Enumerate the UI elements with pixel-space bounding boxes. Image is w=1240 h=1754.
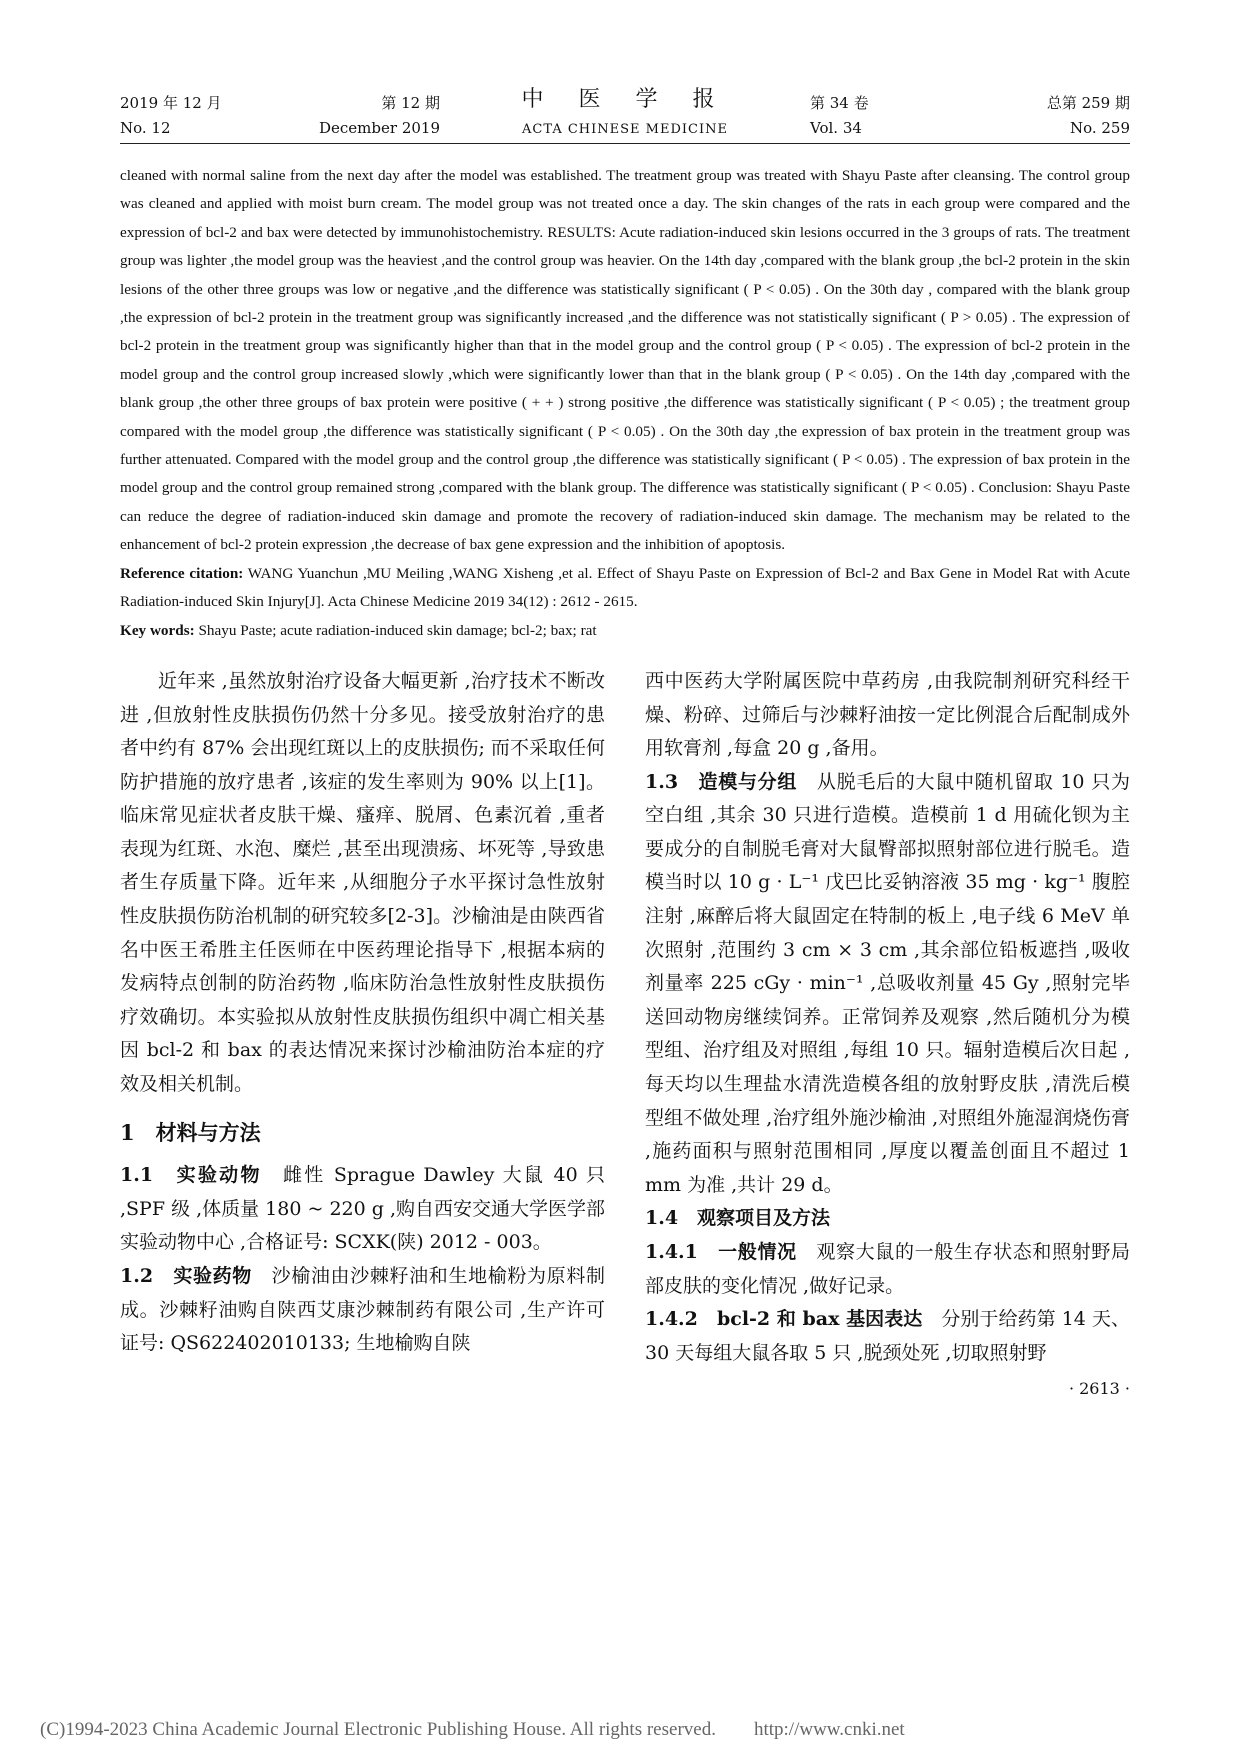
english-abstract [120, 162, 1130, 645]
left-column [120, 665, 605, 1406]
section-1-4-1 [645, 1236, 1130, 1303]
section-1-3 [645, 766, 1130, 1203]
subsection-title: 1.1 实验动物 [120, 1164, 262, 1187]
subsection-text: 沙榆油由沙棘籽油和生地榆粉为原料制成。沙棘籽油购自陕西艾康沙棘制药有限公司 ,生产许可证号: QS622402010133; 生地榆购自陕 [120, 1265, 605, 1355]
copyright-footer: (C)1994-2023 China Academic Journal Electronic Publishing House. All rights reserved. http://www.cnki.net [40, 1719, 905, 1740]
abstract-paragraph: cleaned with normal saline from the next day after the model was established. The treatment group was treated with Shayu Paste after cleansing. The control group was cleaned and applied with moist burn cream. The model group was not treated once a day. The skin changes of the rats in each group were compared and the expression of bcl-2 and bax were detected by immunohistochemistry. RESULTS: Acute radiation-induced skin lesions occurred in the 3 groups of rats. The treatment group was lighter ,the model group was the heaviest ,and the control group was heavier. On the 14th day ,compared with the blank group ,the bcl-2 protein in the skin lesions of the other three groups was low or negative ,and the difference was statistically significant ( P < 0.05) . On the 30th day , compared with the blank group ,the expression of bcl-2 protein in the treatment group was significantly increased ,and the difference was not statistically significant ( P > 0.05) . The expression of bcl-2 protein in the treatment group was significantly higher than that in the model group and the control group ( P < 0.05) . The expression of bcl-2 protein in the model group and the control group increased slowly ,which were significantly lower than that in the blank group ( P < 0.05) . On the 14th day ,compared with the blank group ,the other three groups of bax protein were positive ( + + ) strong positive ,the difference was statistically significant ( P < 0.05) ; the treatment group compared with the model group ,the difference was statistically significant ( P < 0.05) . On the 30th day ,the expression of bax protein in the treatment group was further attenuated. Compared with the model group and the control group ,the difference was statistically significant ( P < 0.05) . The expression of bax protein in the model group and the control group remained strong ,compared with the blank group. The difference was statistically significant ( P < 0.05) . Conclusion: Shayu Paste can reduce the degree of radiation-induced skin damage and promote the recovery of radiation-induced skin damage. The mechanism may be related to the enhancement of bcl-2 protein expression ,the decrease of bax gene expression and the inhibition of apoptosis. [120, 167, 1130, 554]
header-row-cn [120, 82, 1130, 113]
subsection-title: 1.4.2 bcl-2 和 bax 基因表达 [645, 1308, 923, 1331]
subsection-text: 观察大鼠的一般生存状态和照射野局部皮肤的变化情况 ,做好记录。 [645, 1241, 1130, 1297]
subsection-title: 1.2 实验药物 [120, 1265, 252, 1287]
header-cn-date: 2019 年 12 月 [120, 94, 222, 112]
subsection-title: 1.3 造模与分组 [645, 770, 798, 793]
page-number: · 2613 · [1068, 1379, 1130, 1399]
subsection-text: 雌性 Sprague Dawley 大鼠 40 只 ,SPF 级 ,体质量 180 ~ 220 g ,购自西安交通大学医学部实验动物中心 ,合格证号: SCXK(陕) 2012 - 003。 [120, 1164, 605, 1254]
header-rule [120, 143, 1130, 144]
section-heading-1: 1 材料与方法 [120, 1119, 261, 1145]
body-columns [120, 665, 1130, 1406]
header-cn-volume: 第 34 卷 [809, 94, 869, 112]
header-en-vol: Vol. 34 [810, 119, 862, 137]
section-1-1 [120, 1159, 605, 1260]
journal-title-en: ACTA CHINESE MEDICINE [522, 122, 728, 137]
header-en-total: No. 259 [1069, 119, 1130, 137]
key-words [120, 617, 1130, 645]
key-words-label: Key words: [120, 621, 195, 639]
journal-page [120, 82, 1130, 1406]
section-1-2 [120, 1260, 605, 1361]
subsection-text: 分别于给药第 14 天、30 天每组大鼠各取 5 只 ,脱颈处死 ,切取照射野 [645, 1308, 1130, 1364]
header-cn-total: 总第 259 期 [1046, 94, 1130, 112]
reference-citation [120, 560, 1130, 617]
continued-paragraph: 西中医药大学附属医院中草药房 ,由我院制剂研究科经干燥、粉碎、过筛后与沙棘籽油按一定比例混合后配制成外用软膏剂 ,每盒 20 g ,备用。 [645, 669, 1130, 760]
header-row-en [120, 119, 1130, 137]
journal-title-cn: 中 医 学 报 [521, 87, 729, 112]
section-1-4-title: 1.4 观察项目及方法 [645, 1207, 831, 1230]
reference-label: Reference citation: [120, 564, 244, 582]
subsection-title: 1.4.1 一般情况 [645, 1241, 797, 1263]
header-en-date: December 2019 [319, 119, 440, 137]
section-1-4-2 [645, 1303, 1130, 1370]
reference-text: WANG Yuanchun ,MU Meiling ,WANG Xisheng ,et al. Effect of Shayu Paste on Expression of Bcl-2 and Bax Gene in Model Rat with Acute Radiation-induced Skin Injury[J]. Acta Chinese Medicine 2019 34(12) : 2612 - 2615. [120, 564, 1130, 611]
right-column [645, 665, 1130, 1406]
key-words-text: Shayu Paste; acute radiation-induced skin damage; bcl-2; bax; rat [194, 621, 597, 639]
subsection-text: 从脱毛后的大鼠中随机留取 10 只为空白组 ,其余 30 只进行造模。造模前 1 d 用硫化钡为主要成分的自制脱毛膏对大鼠臀部拟照射部位进行脱毛。造模当时以 10 g · L⁻¹ 戊巴比妥钠溶液 35 mg · kg⁻¹ 腹腔注射 ,麻醉后将大鼠固定在特制的板上 ,电子线 6 MeV 单次照射 ,范围约 3 cm × 3 cm ,其余部位铅板遮挡 ,吸收剂量率 225 cGy · min⁻¹ ,总吸收剂量 45 Gy ,照射完毕送回动物房继续饲养。正常饲养及观察 ,然后随机分为模型组、治疗组及对照组 ,每组 10 只。辐射造模后次日起 ,每天均以生理盐水清洗造模各组的放射野皮肤 ,清洗后模型组不做处理 ,治疗组外施沙榆油 ,对照组外施湿润烧伤膏 ,施药面积与照射范围相同 ,厚度以覆盖创面且不超过 1 mm 为准 ,共计 29 d。 [645, 770, 1130, 1196]
intro-paragraph: 近年来 ,虽然放射治疗设备大幅更新 ,治疗技术不断改进 ,但放射性皮肤损伤仍然十分多见。接受放射治疗的患者中约有 87% 会出现红斑以上的皮肤损伤; 而不采取任何防护措施的放疗患者 ,该症的发生率则为 90% 以上[1]。临床常见症状者皮肤干燥、瘙痒、脱屑、色素沉着 ,重者表现为红斑、水泡、糜烂 ,甚至出现溃疡、坏死等 ,导致患者生存质量下降。近年来 ,从细胞分子水平探讨急性放射性皮肤损伤防治机制的研究较多[2-3]。沙榆油是由陕西省名中医王希胜主任医师在中医药理论指导下 ,根据本病的发病特点创制的防治药物 ,临床防治急性放射性皮肤损伤疗效确切。本实验拟从放射性皮肤损伤组织中凋亡相关基因 bcl-2 和 bax 的表达情况来探讨沙榆油防治本症的疗效及相关机制。 [120, 669, 605, 1096]
header-cn-issue: 第 12 期 [381, 94, 440, 112]
header-en-no: No. 12 [120, 119, 171, 137]
